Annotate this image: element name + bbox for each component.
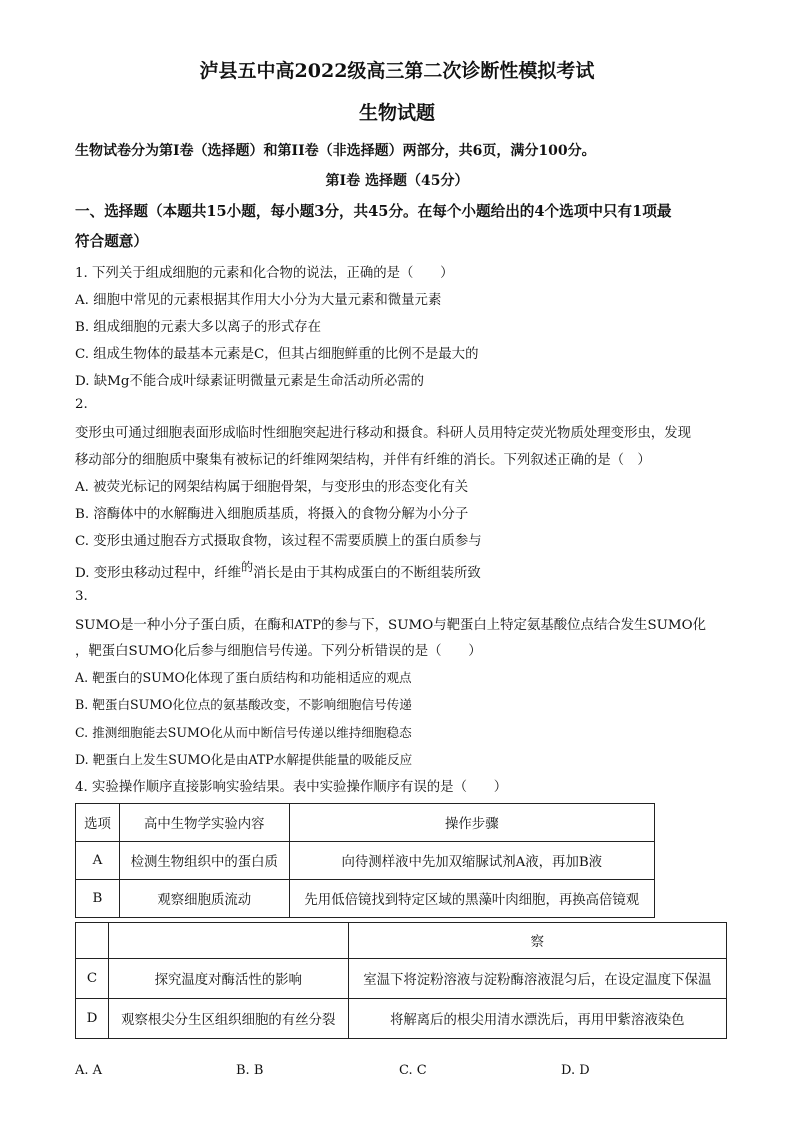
- q2-option-d-superscript: 的: [241, 560, 254, 574]
- table-cell-option: C: [76, 959, 109, 999]
- table-cell-content: 观察根尖分生区组织细胞的有丝分裂: [108, 999, 348, 1039]
- q2-stem-line2: 移动部分的细胞质中聚集有被标记的纤维网架结构，并伴有纤维的消长。下列叙述正确的是（ ）: [75, 453, 651, 468]
- table-cell-option: A: [76, 842, 120, 880]
- table-cell-content: 检测生物组织中的蛋白质: [119, 842, 289, 880]
- q4-answer-b: B. B: [236, 1063, 264, 1078]
- q2-option-c: C. 变形虫通过胞吞方式摄取食物，该过程不需要质膜上的蛋白质参与: [75, 534, 482, 549]
- q2-option-d-text-1: D. 变形虫移动过程中，纤维: [75, 566, 242, 581]
- q4-table-part2: [75, 922, 727, 1039]
- q4-answer-a: A. A: [75, 1063, 103, 1078]
- table-cell-content: 探究温度对酶活性的影响: [108, 959, 348, 999]
- table-cell-steps-continuation: 察: [348, 923, 726, 959]
- table-cell-steps: 向待测样液中先加双缩脲试剂A液，再加B液: [289, 842, 654, 880]
- q3-stem-line2: ，靶蛋白SUMO化后参与细胞信号传递。下列分析错误的是（ ）: [75, 644, 482, 659]
- q4-answer-d: D. D: [561, 1063, 590, 1078]
- table-cell-content: 观察细胞质流动: [119, 880, 289, 918]
- q2-option-d: [75, 562, 481, 581]
- q2-number: 2.: [75, 397, 88, 412]
- section-title: 第I卷 选择题（45分）: [325, 173, 469, 189]
- table-header-steps: 操作步骤: [289, 804, 654, 842]
- table-header-option: 选项: [76, 804, 120, 842]
- q1-option-d: D. 缺Mg不能合成叶绿素证明微量元素是生命活动所必需的: [75, 374, 425, 389]
- q1-option-b: B. 组成细胞的元素大多以离子的形式存在: [75, 320, 321, 335]
- q1-stem: 1. 下列关于组成细胞的元素和化合物的说法，正确的是（ ）: [75, 266, 454, 281]
- q3-option-c: C. 推测细胞能去SUMO化从而中断信号传递以维持细胞稳态: [75, 725, 412, 740]
- table-cell-option: [76, 923, 109, 959]
- table-cell-option: B: [76, 880, 120, 918]
- q4-table-part1: [75, 803, 655, 918]
- q2-option-a: A. 被荧光标记的网架结构属于细胞骨架，与变形虫的形态变化有关: [75, 480, 469, 495]
- q1-option-a: A. 细胞中常见的元素根据其作用大小分为大量元素和微量元素: [75, 293, 442, 308]
- table-header-content: 高中生物学实验内容: [119, 804, 289, 842]
- part-instructions-line2: 符合题意）: [75, 233, 148, 250]
- table-cell-steps: 将解离后的根尖用清水漂洗后，再用甲紫溶液染色: [348, 999, 726, 1039]
- table-cell-steps: 先用低倍镜找到特定区域的黑藻叶肉细胞，再换高倍镜观: [289, 880, 654, 918]
- q3-number: 3.: [75, 589, 88, 604]
- exam-intro: 生物试卷分为第I卷（选择题）和第II卷（非选择题）两部分，共6页，满分100分。: [75, 143, 596, 159]
- q4-stem: 4. 实验操作顺序直接影响实验结果。表中实验操作顺序有误的是（ ）: [75, 780, 508, 795]
- q3-option-b: B. 靶蛋白SUMO化位点的氨基酸改变，不影响细胞信号传递: [75, 697, 412, 712]
- part-instructions-line1: 一、选择题（本题共15小题，每小题3分，共45分。在每个小题给出的4个选项中只有1项最: [75, 203, 672, 220]
- q3-option-a: A. 靶蛋白的SUMO化体现了蛋白质结构和功能相适应的观点: [75, 670, 412, 685]
- q3-option-d: D. 靶蛋白上发生SUMO化是由ATP水解提供能量的吸能反应: [75, 752, 413, 767]
- table-cell-steps: 室温下将淀粉溶液与淀粉酶溶液混匀后，在设定温度下保温: [348, 959, 726, 999]
- subject-title: 生物试题: [358, 102, 435, 124]
- table-cell-option: D: [76, 999, 109, 1039]
- exam-title: 泸县五中高2022级高三第二次诊断性模拟考试: [199, 60, 595, 82]
- table-cell-content: [108, 923, 348, 959]
- q2-stem-line1: 变形虫可通过细胞表面形成临时性细胞突起进行移动和摄食。科研人员用特定荧光物质处理变形虫，发现: [75, 426, 691, 441]
- q2-option-b: B. 溶酶体中的水解酶进入细胞质基质，将摄入的食物分解为小分子: [75, 507, 469, 522]
- q1-option-c: C. 组成生物体的最基本元素是C，但其占细胞鲜重的比例不是最大的: [75, 347, 479, 362]
- q3-stem-line1: SUMO是一种小分子蛋白质，在酶和ATP的参与下，SUMO与靶蛋白上特定氨基酸位点结合发生SUMO化: [75, 618, 706, 633]
- q4-answer-c: C. C: [399, 1063, 427, 1078]
- q2-option-d-text-2: 消长是由于其构成蛋白的不断组装所致: [253, 566, 481, 581]
